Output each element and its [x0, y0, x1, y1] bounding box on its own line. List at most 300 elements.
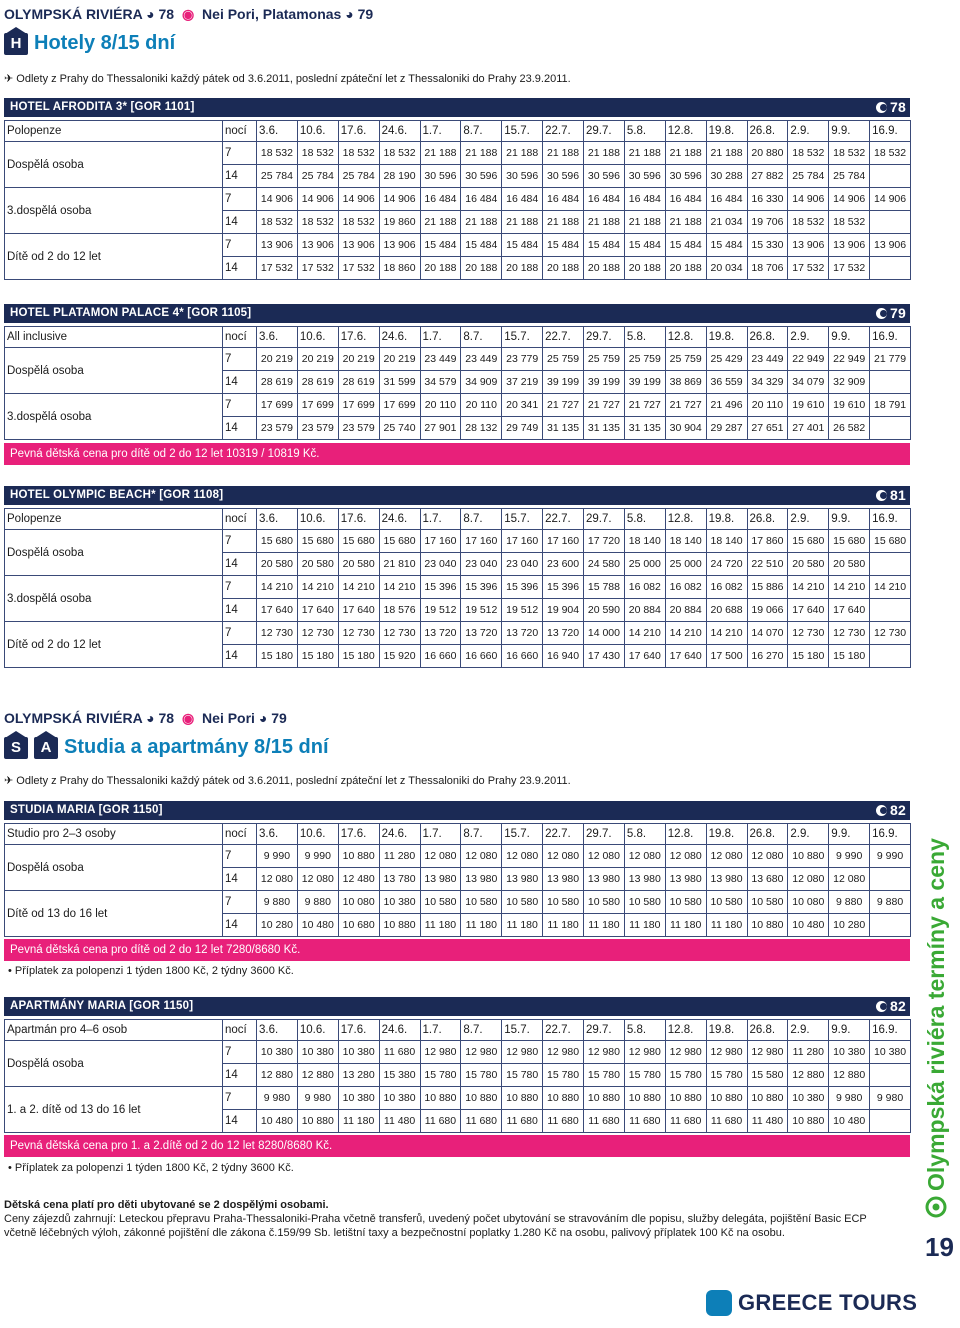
price-cell: 13 906	[338, 234, 379, 257]
price-cell: 12 080	[584, 845, 625, 868]
price-cell: 19 066	[747, 599, 788, 622]
price-cell: 21 188	[543, 211, 584, 234]
price-cell: 12 730	[829, 622, 870, 645]
price-cell: 18 576	[379, 599, 420, 622]
table-row	[5, 1087, 911, 1110]
price-cell: 39 199	[584, 371, 625, 394]
price-cell: 18 532	[829, 211, 870, 234]
board-type: All inclusive	[5, 327, 223, 348]
price-cell: 16 082	[665, 576, 706, 599]
passenger-category: 3.dospělá osoba	[5, 188, 223, 234]
price-cell: 21 188	[665, 142, 706, 165]
price-cell: 15 484	[420, 234, 461, 257]
price-cell: 10 480	[788, 914, 829, 937]
ref-icon	[876, 308, 887, 319]
price-cell: 32 909	[829, 371, 870, 394]
price-cell: 16 660	[461, 645, 502, 668]
apartment-icon: A	[34, 737, 58, 759]
price-cell: 12 980	[584, 1041, 625, 1064]
date-header: 10.6.	[297, 1020, 338, 1041]
table-header-row	[5, 824, 911, 845]
table-row	[5, 891, 911, 914]
price-cell: 30 596	[624, 165, 665, 188]
price-cell: 14 210	[665, 622, 706, 645]
catalog-ref	[876, 801, 906, 820]
price-cell: 9 990	[257, 845, 298, 868]
date-header: 24.6.	[379, 1020, 420, 1041]
price-cell: 14 210	[829, 576, 870, 599]
date-header: 2.9.	[788, 824, 829, 845]
ref-icon	[876, 1001, 887, 1012]
price-cell: 16 484	[502, 188, 543, 211]
date-header: 16.9.	[870, 327, 911, 348]
price-cell: 11 680	[502, 1110, 543, 1133]
price-cell: 31 599	[379, 371, 420, 394]
date-header: 3.6.	[257, 121, 298, 142]
price-cell: 12 730	[788, 622, 829, 645]
board-type: Polopenze	[5, 509, 223, 530]
date-header: 5.8.	[624, 509, 665, 530]
price-cell: 13 280	[338, 1064, 379, 1087]
price-cell: 21 727	[543, 394, 584, 417]
price-cell: 16 484	[420, 188, 461, 211]
price-cell: 21 496	[706, 394, 747, 417]
price-cell: 10 480	[257, 1110, 298, 1133]
price-cell: 18 532	[338, 211, 379, 234]
price-cell: 20 188	[420, 257, 461, 280]
price-cell: 28 619	[257, 371, 298, 394]
price-cell: 18 532	[338, 142, 379, 165]
price-cell: 19 512	[461, 599, 502, 622]
nights-cell: 7	[223, 891, 257, 914]
price-cell: 25 759	[624, 348, 665, 371]
date-header: 1.7.	[420, 327, 461, 348]
place-ref: 79	[271, 710, 287, 726]
price-table	[4, 120, 911, 280]
location-icon: ◉	[181, 710, 195, 726]
passenger-category: Dospělá osoba	[5, 845, 223, 891]
price-cell: 13 980	[502, 868, 543, 891]
table-row	[5, 622, 911, 645]
side-label	[912, 795, 960, 1225]
ref-icon	[876, 805, 887, 816]
price-cell: 14 906	[338, 188, 379, 211]
price-cell: 18 140	[665, 530, 706, 553]
price-cell: 21 188	[420, 142, 461, 165]
price-cell: 9 990	[829, 845, 870, 868]
date-header: 17.6.	[338, 327, 379, 348]
price-cell: 27 901	[420, 417, 461, 440]
date-header: 24.6.	[379, 121, 420, 142]
price-cell: 9 990	[870, 845, 911, 868]
price-cell: 10 080	[338, 891, 379, 914]
price-cell: 11 680	[665, 1110, 706, 1133]
date-header: 29.7.	[584, 509, 625, 530]
price-cell: 14 906	[870, 188, 911, 211]
supplement-note	[8, 965, 294, 977]
price-cell: 23 040	[420, 553, 461, 576]
passenger-category: Dítě od 2 do 12 let	[5, 622, 223, 668]
price-cell: 10 380	[788, 1087, 829, 1110]
price-cell	[870, 165, 911, 188]
date-header: 1.7.	[420, 1020, 461, 1041]
date-header: 17.6.	[338, 824, 379, 845]
price-cell: 12 980	[706, 1041, 747, 1064]
price-cell: 12 480	[338, 868, 379, 891]
price-cell: 12 080	[461, 845, 502, 868]
price-cell: 12 730	[257, 622, 298, 645]
price-cell: 13 720	[420, 622, 461, 645]
page-title: Hotely 8/15 dní	[34, 32, 176, 54]
price-cell: 17 532	[257, 257, 298, 280]
price-cell: 12 980	[543, 1041, 584, 1064]
price-cell: 17 860	[747, 530, 788, 553]
price-cell: 20 341	[502, 394, 543, 417]
price-cell: 18 140	[706, 530, 747, 553]
price-cell: 10 580	[420, 891, 461, 914]
price-cell: 20 880	[747, 142, 788, 165]
nights-cell: 14	[223, 165, 257, 188]
nights-cell: 14	[223, 868, 257, 891]
date-header: 5.8.	[624, 327, 665, 348]
price-cell: 17 640	[665, 645, 706, 668]
price-cell: 10 880	[788, 1110, 829, 1133]
price-cell: 15 484	[543, 234, 584, 257]
price-cell: 10 880	[338, 845, 379, 868]
price-cell: 23 040	[461, 553, 502, 576]
price-cell: 11 480	[379, 1110, 420, 1133]
price-cell: 31 135	[624, 417, 665, 440]
flight-info-2	[4, 774, 571, 787]
price-cell: 21 727	[665, 394, 706, 417]
date-header: 29.7.	[584, 1020, 625, 1041]
region-name: OLYMPSKÁ RIVIÉRA	[4, 6, 143, 22]
price-cell: 10 280	[829, 914, 870, 937]
nights-cell: 7	[223, 1041, 257, 1064]
passenger-category: 1. a 2. dítě od 13 do 16 let	[5, 1087, 223, 1133]
price-cell: 10 880	[788, 845, 829, 868]
price-cell: 26 582	[829, 417, 870, 440]
price-cell: 16 484	[461, 188, 502, 211]
date-header: 9.9.	[829, 509, 870, 530]
hotel-name: HOTEL OLYMPIC BEACH* [GOR 1108]	[10, 489, 224, 501]
price-table	[4, 508, 911, 668]
price-cell: 12 730	[870, 622, 911, 645]
price-cell: 30 596	[584, 165, 625, 188]
price-cell: 12 980	[502, 1041, 543, 1064]
price-cell: 19 610	[788, 394, 829, 417]
table-row	[5, 348, 911, 371]
price-cell: 16 660	[420, 645, 461, 668]
hotel-header	[4, 98, 910, 117]
date-header: 10.6.	[297, 824, 338, 845]
price-cell: 12 080	[257, 868, 298, 891]
price-cell: 25 000	[665, 553, 706, 576]
price-cell: 12 080	[297, 868, 338, 891]
nights-cell: 7	[223, 622, 257, 645]
hotel-header	[4, 486, 910, 505]
board-type: Polopenze	[5, 121, 223, 142]
price-cell: 17 160	[461, 530, 502, 553]
price-cell: 20 188	[665, 257, 706, 280]
price-cell: 17 640	[829, 599, 870, 622]
date-header: 17.6.	[338, 1020, 379, 1041]
nights-cell: 7	[223, 576, 257, 599]
price-cell: 15 396	[502, 576, 543, 599]
location-icon: ◉	[181, 6, 195, 22]
date-header: 26.8.	[747, 509, 788, 530]
price-cell: 17 640	[297, 599, 338, 622]
date-header: 19.8.	[706, 121, 747, 142]
price-cell: 24 580	[584, 553, 625, 576]
price-cell: 15 780	[420, 1064, 461, 1087]
price-cell: 10 880	[747, 914, 788, 937]
price-cell: 16 082	[624, 576, 665, 599]
price-cell: 9 880	[870, 891, 911, 914]
price-cell: 15 680	[788, 530, 829, 553]
date-header: 26.8.	[747, 121, 788, 142]
price-cell: 17 699	[257, 394, 298, 417]
nights-cell: 14	[223, 211, 257, 234]
table-row	[5, 188, 911, 211]
price-cell: 16 484	[665, 188, 706, 211]
page-number: 19	[925, 1232, 954, 1262]
price-cell: 17 500	[706, 645, 747, 668]
price-cell: 9 980	[297, 1087, 338, 1110]
price-cell: 13 720	[461, 622, 502, 645]
price-cell: 15 920	[379, 645, 420, 668]
price-cell: 10 380	[870, 1041, 911, 1064]
nights-cell: 7	[223, 234, 257, 257]
catalog-ref	[876, 486, 906, 505]
price-cell: 30 288	[706, 165, 747, 188]
price-cell: 15 788	[584, 576, 625, 599]
table-header-row	[5, 1020, 911, 1041]
table-row	[5, 142, 911, 165]
price-cell: 16 940	[543, 645, 584, 668]
date-header: 1.7.	[420, 509, 461, 530]
price-cell: 15 780	[543, 1064, 584, 1087]
price-cell: 13 980	[420, 868, 461, 891]
date-header: 5.8.	[624, 121, 665, 142]
price-cell: 15 484	[461, 234, 502, 257]
price-cell: 15 396	[461, 576, 502, 599]
price-cell: 18 140	[624, 530, 665, 553]
date-header: 3.6.	[257, 1020, 298, 1041]
region-ref: 78	[158, 6, 175, 22]
price-cell	[870, 553, 911, 576]
price-cell: 19 904	[543, 599, 584, 622]
price-cell: 16 484	[584, 188, 625, 211]
price-cell: 13 906	[297, 234, 338, 257]
price-cell: 37 219	[502, 371, 543, 394]
price-cell: 12 080	[829, 868, 870, 891]
price-cell: 10 680	[338, 914, 379, 937]
price-cell: 13 980	[624, 868, 665, 891]
price-cell: 20 188	[502, 257, 543, 280]
price-cell: 17 160	[420, 530, 461, 553]
price-cell: 34 579	[420, 371, 461, 394]
price-cell: 13 906	[788, 234, 829, 257]
nights-cell: 14	[223, 1064, 257, 1087]
price-cell: 22 949	[829, 348, 870, 371]
price-cell: 23 449	[461, 348, 502, 371]
date-header: 24.6.	[379, 327, 420, 348]
date-header: 17.6.	[338, 509, 379, 530]
passenger-category: Dítě od 2 do 12 let	[5, 234, 223, 280]
price-cell: 11 680	[420, 1110, 461, 1133]
price-cell: 21 188	[502, 211, 543, 234]
date-header: 22.7.	[543, 509, 584, 530]
price-cell: 10 380	[338, 1041, 379, 1064]
date-header: 22.7.	[543, 1020, 584, 1041]
date-header: 3.6.	[257, 509, 298, 530]
price-cell: 15 680	[870, 530, 911, 553]
date-header: 15.7.	[502, 121, 543, 142]
date-header: 16.9.	[870, 121, 911, 142]
price-cell	[870, 211, 911, 234]
date-header: 1.7.	[420, 121, 461, 142]
price-cell: 15 396	[420, 576, 461, 599]
price-cell: 15 680	[297, 530, 338, 553]
price-cell	[870, 417, 911, 440]
catalog-ref	[876, 997, 906, 1016]
price-cell: 38 869	[665, 371, 706, 394]
price-cell: 17 699	[379, 394, 420, 417]
price-cell: 9 980	[870, 1087, 911, 1110]
price-cell: 25 759	[584, 348, 625, 371]
price-cell: 20 580	[257, 553, 298, 576]
side-label-wrap	[912, 795, 960, 1225]
price-cell: 16 484	[543, 188, 584, 211]
price-cell: 12 730	[297, 622, 338, 645]
price-cell: 18 532	[379, 142, 420, 165]
price-cell: 14 210	[870, 576, 911, 599]
price-cell: 20 110	[461, 394, 502, 417]
date-header: 10.6.	[297, 509, 338, 530]
table-header-row	[5, 121, 911, 142]
price-cell: 25 759	[543, 348, 584, 371]
price-cell: 15 780	[584, 1064, 625, 1087]
price-cell: 17 720	[584, 530, 625, 553]
price-cell: 11 180	[624, 914, 665, 937]
date-header: 10.6.	[297, 327, 338, 348]
price-cell: 27 401	[788, 417, 829, 440]
price-cell: 15 680	[379, 530, 420, 553]
price-cell: 11 280	[379, 845, 420, 868]
price-cell: 20 219	[338, 348, 379, 371]
price-cell: 18 532	[257, 142, 298, 165]
price-cell: 13 906	[257, 234, 298, 257]
child-price-note: Pevná dětská cena pro dítě od 2 do 12 let 10319 / 10819 Kč.	[4, 443, 910, 465]
price-cell: 15 484	[665, 234, 706, 257]
price-cell: 23 449	[747, 348, 788, 371]
price-cell: 10 380	[829, 1041, 870, 1064]
price-cell: 17 640	[788, 599, 829, 622]
price-cell: 10 880	[379, 914, 420, 937]
nights-cell: 14	[223, 371, 257, 394]
price-cell: 13 906	[870, 234, 911, 257]
price-cell: 18 532	[297, 142, 338, 165]
price-cell: 17 532	[788, 257, 829, 280]
date-header: 8.7.	[461, 327, 502, 348]
date-header: 12.8.	[665, 121, 706, 142]
hotel-icon: H	[4, 33, 28, 55]
place-ref: 79	[357, 6, 374, 22]
price-cell: 12 080	[788, 868, 829, 891]
nights-cell: 14	[223, 257, 257, 280]
price-cell: 13 980	[665, 868, 706, 891]
price-cell: 10 380	[338, 1087, 379, 1110]
passenger-category: Dospělá osoba	[5, 142, 223, 188]
date-header: 22.7.	[543, 121, 584, 142]
price-cell: 31 135	[584, 417, 625, 440]
price-cell: 23 449	[420, 348, 461, 371]
nights-cell: 7	[223, 1087, 257, 1110]
price-cell: 10 580	[543, 891, 584, 914]
price-cell: 10 380	[257, 1041, 298, 1064]
price-cell: 39 199	[543, 371, 584, 394]
nights-cell: 14	[223, 1110, 257, 1133]
price-cell: 15 484	[624, 234, 665, 257]
price-cell: 10 880	[502, 1087, 543, 1110]
nights-cell: 14	[223, 645, 257, 668]
nights-header: nocí	[223, 509, 257, 530]
place-name: Nei Pori, Platamonas	[202, 6, 342, 22]
price-cell: 21 188	[461, 142, 502, 165]
price-cell: 17 640	[624, 645, 665, 668]
price-cell: 12 980	[747, 1041, 788, 1064]
ref-icon: ◕	[345, 6, 354, 22]
price-cell: 17 640	[338, 599, 379, 622]
passenger-category: 3.dospělá osoba	[5, 394, 223, 440]
ref-number: 78	[890, 99, 906, 115]
ref-icon: ◕	[146, 6, 155, 22]
price-cell: 14 906	[297, 188, 338, 211]
price-cell: 12 080	[420, 845, 461, 868]
date-header: 9.9.	[829, 1020, 870, 1041]
passenger-category: Dospělá osoba	[5, 530, 223, 576]
price-table	[4, 1019, 911, 1133]
child-price-note: Pevná dětská cena pro dítě od 2 do 12 let 7280/8680 Kč.	[4, 939, 910, 961]
price-cell: 15 780	[502, 1064, 543, 1087]
ref-number: 81	[890, 487, 906, 503]
price-cell: 10 280	[257, 914, 298, 937]
price-cell: 16 270	[747, 645, 788, 668]
table-row	[5, 845, 911, 868]
price-cell: 14 906	[788, 188, 829, 211]
price-cell: 9 880	[297, 891, 338, 914]
price-cell: 12 880	[257, 1064, 298, 1087]
price-cell: 21 188	[420, 211, 461, 234]
date-header: 17.6.	[338, 121, 379, 142]
price-cell: 16 484	[624, 188, 665, 211]
price-cell	[870, 371, 911, 394]
price-cell: 10 880	[747, 1087, 788, 1110]
price-cell: 20 580	[338, 553, 379, 576]
catalog-ref	[876, 304, 906, 323]
price-cell	[870, 645, 911, 668]
price-cell: 11 680	[706, 1110, 747, 1133]
price-cell: 21 727	[584, 394, 625, 417]
nights-cell: 14	[223, 914, 257, 937]
price-cell: 20 884	[665, 599, 706, 622]
price-cell: 28 190	[379, 165, 420, 188]
price-cell: 11 680	[543, 1110, 584, 1133]
price-table	[4, 823, 911, 937]
price-cell: 19 512	[420, 599, 461, 622]
price-cell: 30 596	[543, 165, 584, 188]
